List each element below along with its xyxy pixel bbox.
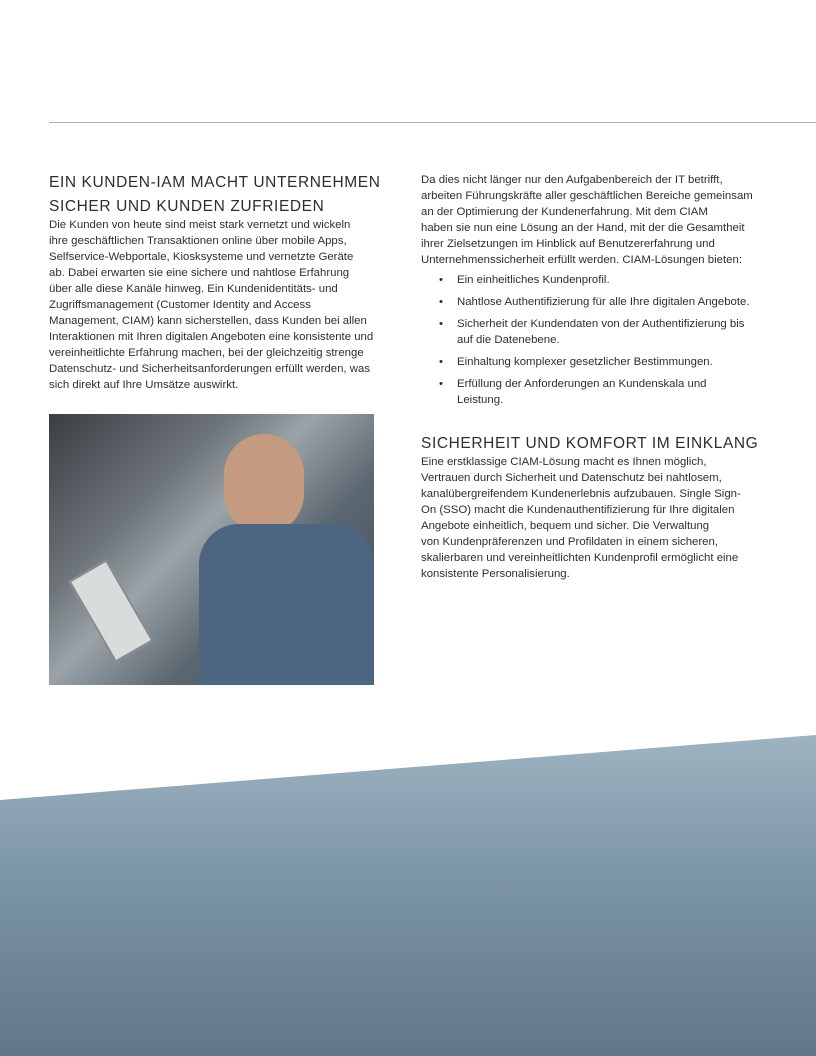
list-item-text: Erfüllung der Anforderungen an Kundenskala und [457, 378, 707, 390]
person-head [224, 434, 304, 534]
text-line: Angebote einheitlich, bequem und sicher. Die Verwaltung [421, 520, 710, 532]
benefits-list [421, 272, 781, 408]
list-item-text: Sicherheit der Kundendaten von der Authentifizierung bis [457, 318, 745, 330]
text-line: ihrer Zielsetzungen im Hinblick auf Benutzererfahrung und [421, 238, 715, 250]
section-heading [49, 171, 399, 219]
intro-paragraph-2 [421, 172, 781, 268]
person-shirt [199, 524, 374, 685]
text-line: Unternehmenssicherheit erfüllt werden. CIAM-Lösungen bieten: [421, 254, 743, 266]
bullet-icon: • [439, 274, 443, 286]
text-line: Vertrauen durch Sicherheit und Datenschutz bei nahtlosem, [421, 472, 722, 484]
text-line: über alle diese Kanäle hinweg. Ein Kundenidentitäts- und [49, 283, 338, 295]
right-column [421, 172, 781, 582]
heading-line: EIN KUNDEN-IAM MACHT UNTERNEHMEN [49, 174, 381, 191]
text-line: an der Optimierung der Kundenerfahrung. Mit dem CIAM [421, 206, 708, 218]
list-item [421, 316, 781, 348]
list-item [421, 272, 781, 288]
text-line: arbeiten Führungskräfte aller geschäftlichen Bereiche gemeinsam [421, 190, 753, 202]
text-line: On (SSO) macht die Kundenauthentifizierung für Ihre digitalen [421, 504, 735, 516]
bullet-icon: • [439, 318, 443, 330]
text-line: vereinheitlichte Erfahrung machen, bei der gleichzeitig strenge [49, 347, 364, 359]
text-line: kanalübergreifendem Kundenerlebnis aufzubauen. Single Sign- [421, 488, 741, 500]
list-item [421, 354, 781, 370]
text-line: Management, CIAM) kann sicherstellen, dass Kunden bei allen [49, 315, 367, 327]
list-item [421, 376, 781, 408]
text-line: konsistente Personalisierung. [421, 568, 570, 580]
list-item-text: Ein einheitliches Kundenprofil. [457, 274, 610, 286]
bullet-icon: • [439, 356, 443, 368]
text-line: sich direkt auf Ihre Umsätze auswirkt. [49, 379, 239, 391]
text-line: haben sie nun eine Lösung an der Hand, mit der die Gesamtheit [421, 222, 745, 234]
text-line: von Kundenpräferenzen und Profildaten in einem sicheren, [421, 536, 718, 548]
text-line: Die Kunden von heute sind meist stark vernetzt und wickeln [49, 219, 351, 231]
comfort-paragraph [421, 454, 781, 582]
intro-paragraph [49, 217, 399, 393]
left-column [49, 171, 399, 393]
section-heading-2: SICHERHEIT UND KOMFORT IM EINKLANG [421, 435, 759, 452]
text-line: skalierbaren und vereinheitlichten Kundenprofil ermöglicht eine [421, 552, 739, 564]
text-line: ab. Dabei erwarten sie eine sichere und nahtlose Erfahrung [49, 267, 350, 279]
list-item-text: Nahtlose Authentifizierung für alle Ihre digitalen Angebote. [457, 296, 750, 308]
text-line: ihre geschäftlichen Transaktionen online über mobile Apps, [49, 235, 347, 247]
list-item-text: Leistung. [457, 394, 504, 406]
list-item [421, 294, 781, 310]
list-item-text: auf die Datenebene. [457, 334, 560, 346]
text-line: Zugriffsmanagement (Customer Identity and Access [49, 299, 311, 311]
bullet-icon: • [439, 296, 443, 308]
text-line: Interaktionen mit Ihren digitalen Angeboten eine konsistente und [49, 331, 374, 343]
text-line: Da dies nicht länger nur den Aufgabenbereich der IT betrifft, [421, 174, 723, 186]
office-photo-man-with-tablet [49, 414, 374, 685]
cafe-overhead-photo [0, 735, 816, 1056]
list-item-text: Einhaltung komplexer gesetzlicher Bestimmungen. [457, 356, 713, 368]
bullet-icon: • [439, 378, 443, 390]
text-line: Selfservice-Webportale, Kiosksysteme und vernetzte Geräte [49, 251, 354, 263]
tablet [68, 559, 153, 662]
header-rule [49, 122, 816, 123]
text-line: Eine erstklassige CIAM-Lösung macht es Ihnen möglich, [421, 456, 707, 468]
heading-line: SICHER UND KUNDEN ZUFRIEDEN [49, 198, 325, 215]
text-line: Datenschutz- und Sicherheitsanforderungen erfüllt werden, was [49, 363, 371, 375]
